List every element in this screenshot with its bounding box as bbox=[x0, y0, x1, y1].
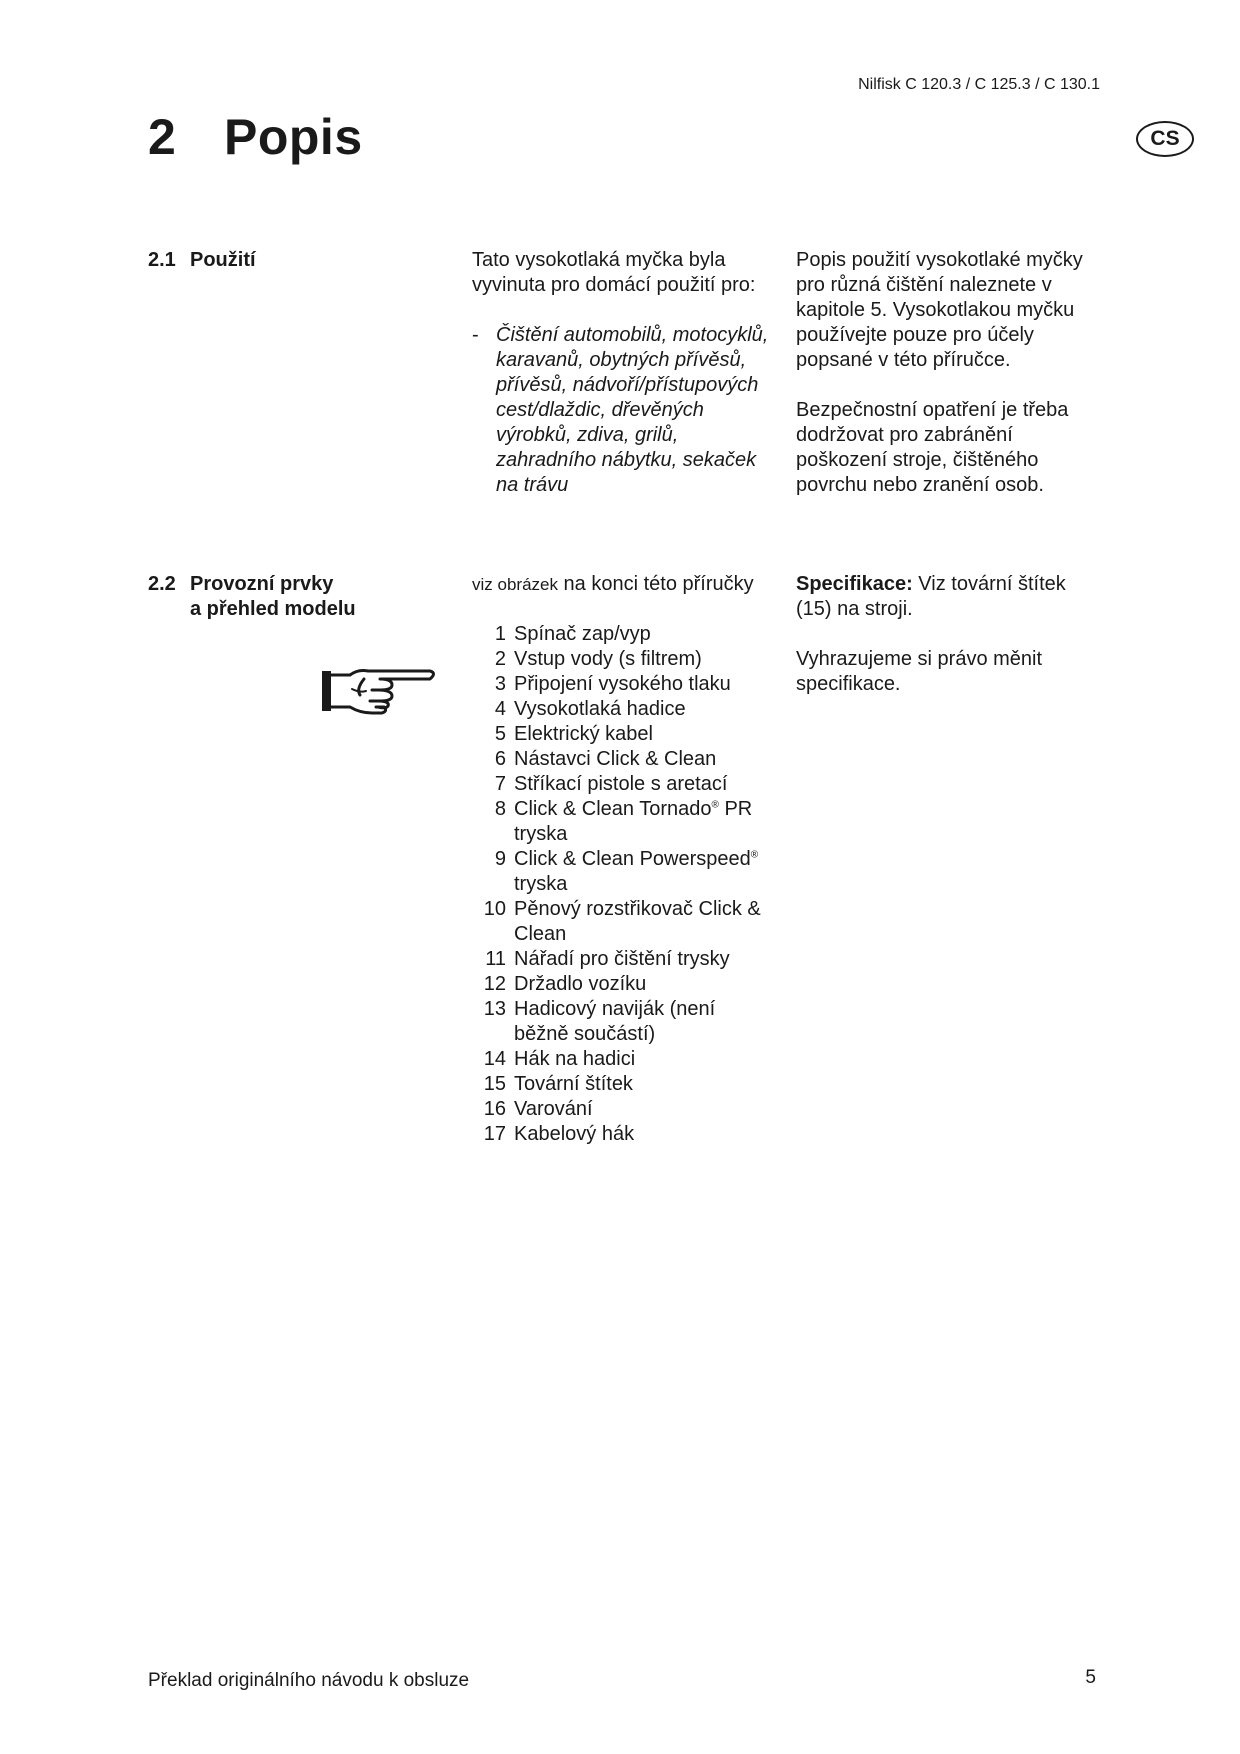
section-title-line-1: Provozní prvky bbox=[190, 573, 334, 595]
section-number: 2.1 bbox=[148, 249, 176, 271]
section-2-2-specifications bbox=[796, 572, 1096, 697]
item-text: Kabelový hák bbox=[514, 1123, 635, 1145]
chapter-title bbox=[148, 108, 363, 166]
item-number: 9 bbox=[494, 848, 506, 870]
list-item bbox=[472, 772, 772, 797]
item-text: Nářadí pro čištění trysky bbox=[514, 948, 730, 970]
registered-mark: ® bbox=[750, 849, 759, 861]
item-text: Připojení vysokého tlaku bbox=[514, 673, 731, 695]
list-item bbox=[472, 1122, 772, 1147]
use-description-note: Popis použití vysokotlaké myčky pro různá čištění naleznete v kapitole 5. Vysokotlakou myčku používejte pouze pro účely popsané v této příručce. bbox=[796, 249, 1083, 371]
list-item bbox=[472, 697, 772, 722]
item-number: 12 bbox=[483, 973, 506, 995]
item-number: 13 bbox=[483, 998, 506, 1020]
rights-reserved-note: Vyhrazujeme si právo měnit specifikace. bbox=[796, 648, 1043, 695]
list-item bbox=[472, 847, 772, 897]
safety-note: Bezpečnostní opatření je třeba dodržovat pro zabránění poškození stroje, čištěného povrchu nebo zranění osob. bbox=[796, 399, 1069, 496]
list-item bbox=[472, 722, 772, 747]
components-intro-rest: na konci této příručky bbox=[563, 573, 754, 595]
chapter-number: 2 bbox=[148, 109, 177, 165]
footer-text: Překlad originálního návodu k obsluze bbox=[148, 1670, 470, 1691]
item-number: 3 bbox=[494, 673, 506, 695]
list-item: - Čištění automobilů, motocyklů, karavanů, obytných přívěsů, přívěsů, nádvoří/přístupových cest/dlaždic, dřevěných výrobků, zdiva, grilů, zahradního nábytku, sekaček na trávu bbox=[472, 323, 772, 498]
item-number: 6 bbox=[494, 748, 506, 770]
item-text: Varování bbox=[514, 1098, 593, 1120]
list-item bbox=[472, 1047, 772, 1072]
section-title-line-2: a přehled modelu bbox=[190, 598, 356, 620]
section-title: Použití bbox=[190, 249, 256, 271]
item-number: 11 bbox=[485, 948, 506, 970]
item-text-b: PR tryska bbox=[514, 798, 753, 845]
section-2-2-heading bbox=[148, 572, 356, 622]
item-text: Vysokotlaká hadice bbox=[514, 698, 686, 720]
section-2-1-heading bbox=[148, 248, 256, 273]
chapter-title-text: Popis bbox=[224, 109, 363, 165]
model-header: Nilfisk C 120.3 / C 125.3 / C 130.1 bbox=[858, 76, 1100, 93]
section-2-1-notes bbox=[796, 248, 1096, 498]
list-item bbox=[472, 647, 772, 672]
intended-use-list bbox=[472, 323, 772, 498]
item-number: 7 bbox=[494, 773, 506, 795]
item-text: Pěnový rozstřikovač Click & Clean bbox=[514, 898, 761, 945]
registered-mark: ® bbox=[711, 799, 719, 811]
section-2-2-components bbox=[472, 572, 772, 1147]
item-text: Tovární štítek bbox=[514, 1073, 633, 1095]
page-number: 5 bbox=[1085, 1667, 1096, 1688]
list-item bbox=[472, 672, 772, 697]
item-text-a: Click & Clean Powerspeed bbox=[514, 848, 751, 870]
item-text bbox=[514, 797, 772, 847]
item-text: Hák na hadici bbox=[514, 1048, 636, 1070]
item-number: 17 bbox=[483, 1123, 506, 1145]
section-2-1-intended-use bbox=[472, 248, 772, 498]
item-text: Nástavci Click & Clean bbox=[514, 748, 717, 770]
section-number: 2.2 bbox=[148, 573, 176, 595]
item-number: 16 bbox=[483, 1098, 506, 1120]
item-number: 8 bbox=[494, 798, 506, 820]
item-text: Spínač zap/vyp bbox=[514, 623, 651, 645]
item-number: 1 bbox=[494, 623, 506, 645]
spec-label: Specifikace: bbox=[796, 573, 913, 595]
item-text: Držadlo vozíku bbox=[514, 973, 647, 995]
item-text bbox=[514, 847, 772, 897]
item-text: Vstup vody (s filtrem) bbox=[514, 648, 702, 670]
item-number: 5 bbox=[494, 723, 506, 745]
intended-use-intro: Tato vysokotlaká myčka byla vyvinuta pro domácí použití pro: bbox=[472, 249, 756, 296]
components-list bbox=[472, 622, 772, 1147]
list-item bbox=[472, 797, 772, 847]
components-intro-small: viz obrázek bbox=[472, 575, 558, 594]
item-number: 10 bbox=[483, 898, 506, 920]
item-number: 2 bbox=[494, 648, 506, 670]
item-text: Elektrický kabel bbox=[514, 723, 653, 745]
pointing-hand-icon bbox=[320, 663, 440, 723]
list-item bbox=[472, 997, 772, 1047]
list-item bbox=[472, 622, 772, 647]
list-item bbox=[472, 947, 772, 972]
components-intro bbox=[472, 572, 772, 597]
list-item bbox=[472, 897, 772, 947]
spec-text: Viz tovární štítek (15) na stroji. bbox=[796, 573, 1066, 620]
list-item bbox=[472, 972, 772, 997]
item-text: Hadicový naviják (není běžně součástí) bbox=[514, 998, 716, 1045]
language-badge: CS bbox=[1136, 121, 1194, 157]
item-text: Stříkací pistole s aretací bbox=[514, 773, 728, 795]
list-item bbox=[472, 747, 772, 772]
item-number: 4 bbox=[494, 698, 506, 720]
item-text-a: Click & Clean Tornado bbox=[514, 798, 712, 820]
item-number: 15 bbox=[483, 1073, 506, 1095]
item-text-b: tryska bbox=[514, 873, 568, 895]
list-item bbox=[472, 1072, 772, 1097]
specifications-note bbox=[796, 572, 1096, 622]
list-item bbox=[472, 1097, 772, 1122]
item-number: 14 bbox=[483, 1048, 506, 1070]
